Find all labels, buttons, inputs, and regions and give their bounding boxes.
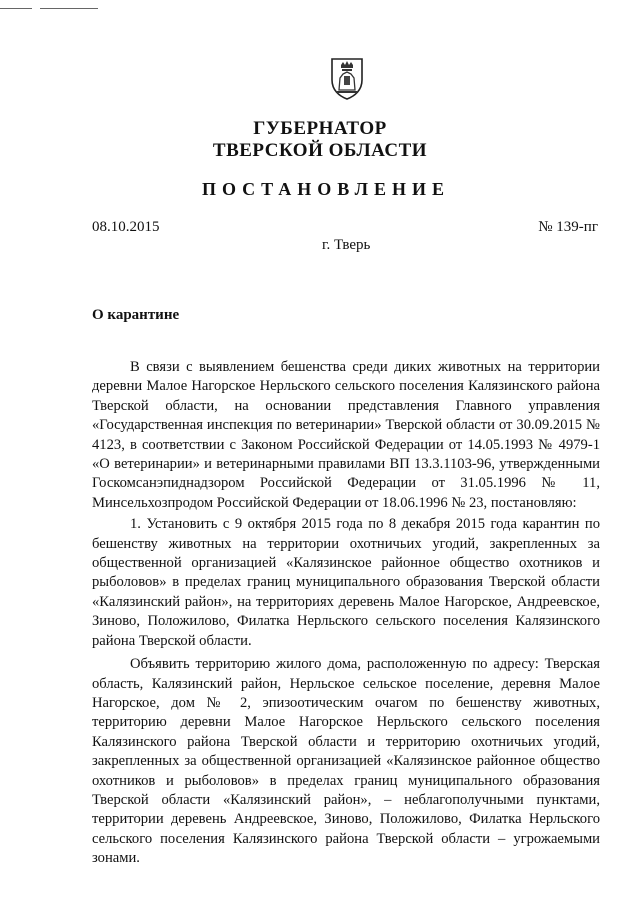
authority-title: ГУБЕРНАТОР — [253, 118, 387, 139]
paragraph-declaration: Объявить территорию жилого дома, расположенную по адресу: Тверская область, Калязинский район, Нерльское сельское поселение, деревня Малое Нагорское, дом № 2, эпизоотическим очагом по бешенству животных, территорию деревни Малое Нагорское Нерльского сельского поселения Калязинского района Тверской области и территорию охотничьих угодий, закрепленных за общественной организацией «Калязинское районное общество охотников и рыболовов» в пределах границ муниципального образования Тверской области «Калязинский район», – неблагополучными пунктами, территории деревень Андреевское, Зиново, Положилово, Филатка Нерльского сельского поселения Калязинского района Тверской области – угрожаемыми зонами. — [92, 656, 600, 867]
tver-coat-of-arms-icon — [330, 56, 364, 100]
authority-region: ТВЕРСКОЙ ОБЛАСТИ — [212, 140, 428, 161]
document-body — [92, 358, 600, 869]
paragraph-preamble: В связи с выявлением бешенства среди диких животных на территории деревни Малое Нагорское Нерльского сельского поселения Калязинского района Тверской области, на основании представления Главного управления «Государственная инспекция по ветеринарии» Тверской области от 30.09.2015 № 4123, в соответствии с Законом Российской Федерации от 14.05.1993 № 4979-1 «О ветеринарии» и ветеринарными правилами ВП 13.3.1103-96, утвержденными Госкомсанэпиднадзором Российской Федерации от 31.05.1996 № 11, Минсельхозпродом Российской Федерации от 18.06.1996 № 23, постановляю: — [92, 359, 600, 511]
document-type: ПОСТАНОВЛЕНИЕ — [201, 179, 451, 199]
paragraph-clause-1: 1. Установить с 9 октября 2015 года по 8 декабря 2015 года карантин по бешенству животных на территории охотничьих угодий, закрепленных за общественной организацией «Калязинское районное общество охотников и рыболовов» в пределах границ муниципального образования Тверской области «Калязинский район», на территориях деревень Малое Нагорское, Андреевское, Зиново, Положилово, Филатка Нерльского сельского поселения Калязинского района Тверской области. — [92, 516, 600, 649]
document-number: № 139-пг — [538, 219, 598, 235]
document-date: 08.10.2015 — [92, 219, 160, 235]
document-subject: О карантине — [92, 307, 180, 323]
document-city: г. Тверь — [322, 237, 371, 253]
scan-edge-mark — [40, 8, 98, 9]
scan-edge-mark — [0, 8, 32, 9]
